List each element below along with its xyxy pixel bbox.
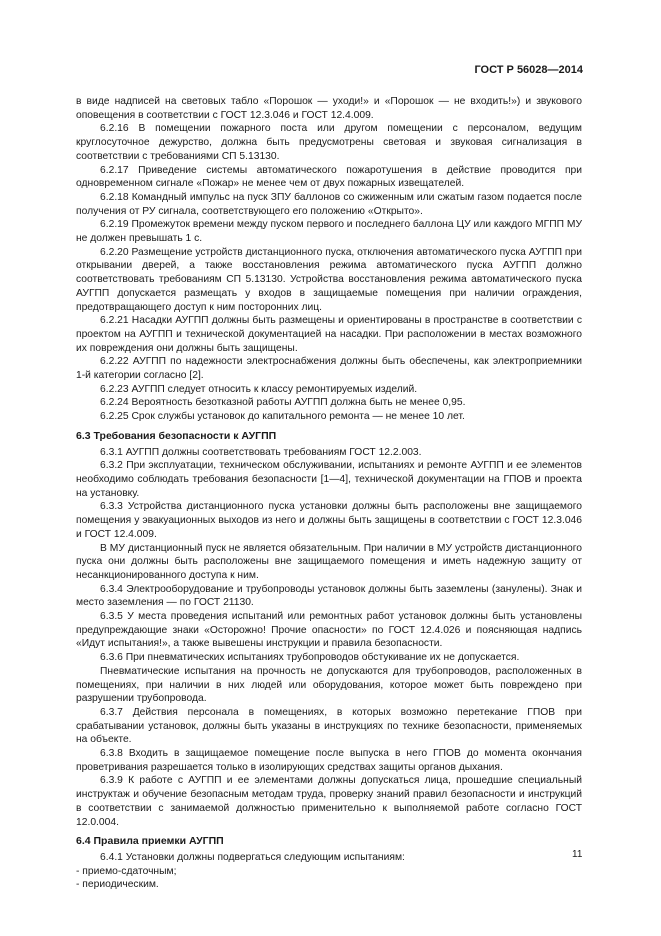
paragraph: В МУ дистанционный пуск не является обязательным. При наличии в МУ устройств дистанционного пуска они должны быть расположены вне защищаемого помещения и иметь надежную защиту от несанкционированного доступа к ним. — [76, 542, 582, 581]
paragraph: 6.3.4 Электрооборудование и трубопроводы установок должны быть заземлены (занулены). Знак и место заземления — по ГОСТ 21130. — [76, 583, 582, 609]
paragraph: Пневматические испытания на прочность не допускаются для трубопроводов, расположенных в помещениях, при наличии в них людей или оборудования, которое может быть повреждено при разрушении трубопровода. — [76, 665, 582, 705]
paragraph: 6.3.5 У места проведения испытаний или ремонтных работ установок должны быть установлены предупреждающие знаки «Осторожно! Прочие опасности» по ГОСТ 12.4.026 и поясняющая надпись «Идут испытания!», а также вывешены инструкции и правила безопасности. — [76, 611, 582, 650]
document-body — [76, 95, 582, 892]
document-header: ГОСТ Р 56028—2014 — [474, 64, 583, 76]
list-item: - периодическим. — [76, 879, 159, 891]
paragraph: 6.3.7 Действия персонала в помещениях, в которых возможно перетекание ГПОВ при срабатывании установок, должны быть указаны в инструкциях по технике безопасности, применяемых на объекте. — [76, 706, 582, 746]
paragraph: 6.2.20 Размещение устройств дистанционного пуска, отключения автоматического пуска АУГПП при открывании дверей, а также восстановления режима автоматического пуска АУГПП должно соответствовать требованиям СП 5.13130. Устройства восстановления режима автоматического пуска АУГПП допускается размещать у входов в защищаемые помещения при наличии ограждения, предотвращающего доступ к ним посторонних лиц. — [76, 246, 582, 313]
paragraph: 6.3.8 Входить в защищаемое помещение после выпуска в него ГПОВ до момента окончания проветривания разрешается только в изолирующих средствах защиты органов дыхания. — [76, 748, 582, 773]
paragraph: 6.2.22 АУГПП по надежности электроснабжения должны быть обеспечены, как электроприемники 1-й категории согласно [2]. — [76, 356, 582, 382]
page-number: 11 — [572, 849, 583, 860]
section-heading: 6.3 Требования безопасности к АУГПП — [76, 429, 277, 442]
paragraph: 6.2.19 Промежуток времени между пуском первого и последнего баллона ЦУ или каждого МГПП МУ не должен превышать 1 с. — [76, 219, 582, 245]
paragraph: 6.3.3 Устройства дистанционного пуска установки должны быть расположены вне защищаемого помещения у эвакуационных выходов из него и должны быть защищены в соответствии с ГОСТ 12.3.046 и ГОСТ 12.4.009. — [76, 501, 582, 540]
paragraph: 6.2.23 АУГПП следует относить к классу ремонтируемых изделий. — [100, 383, 418, 395]
paragraph: 6.2.25 Срок службы установок до капитального ремонта — не менее 10 лет. — [100, 411, 465, 423]
paragraph: 6.2.21 Насадки АУГПП должны быть размещены и ориентированы в пространстве в соответствии с проектом на АУГПП и технической документацией на насадки. При расположении в местах возможного их повреждения они должны быть защищены. — [76, 315, 582, 354]
paragraph: в виде надписей на световых табло «Порошок — уходи!» и «Порошок — не входить!») и звукового оповещения в соответствии с ГОСТ 12.3.046 и ГОСТ 12.4.009. — [76, 96, 582, 121]
list-item: - приемо-сдаточным; — [76, 865, 177, 877]
paragraph: 6.3.2 При эксплуатации, техническом обслуживании, испытаниях и ремонте АУГПП и ее элементов необходимо соблюдать требования безопасности [1—4], технической документации на ГПОВ и проекта на установку. — [76, 460, 582, 499]
paragraph: 6.2.17 Приведение системы автоматического пожаротушения в действие проводится при одновременном сигнале «Пожар» не менее чем от двух пожарных извещателей. — [76, 164, 582, 190]
paragraph: 6.3.1 АУГПП должны соответствовать требованиям ГОСТ 12.2.003. — [100, 446, 422, 458]
paragraph: 6.2.18 Командный импульс на пуск ЗПУ баллонов со сжиженным или сжатым газом подается после получения от РУ сигнала, соответствующего его положению «Открыто». — [76, 191, 582, 217]
paragraph: 6.4.1 Установки должны подвергаться следующим испытаниям: — [100, 851, 405, 863]
paragraph: 6.3.9 К работе с АУГПП и ее элементами должны допускаться лица, прошедшие специальный инструктаж и обучение безопасным методам труда, проверку знаний правил безопасности и инструкций в соответствии с занимаемой должностью применительно к выполняемой работе согласно ГОСТ 12.0.004. — [76, 775, 582, 828]
section-heading: 6.4 Правила приемки АУГПП — [76, 835, 224, 848]
paragraph: 6.2.24 Вероятность безотказной работы АУГПП должна быть не менее 0,95. — [100, 397, 466, 409]
paragraph: 6.3.6 При пневматических испытаниях трубопроводов обстукивание их не допускается. — [100, 652, 520, 664]
paragraph: 6.2.16 В помещении пожарного поста или другом помещении с персоналом, ведущим круглосуточное дежурство, должна быть предусмотрены световая и звуковая сигнализация в соответствии с требованиями СП 5.13130. — [76, 123, 582, 162]
